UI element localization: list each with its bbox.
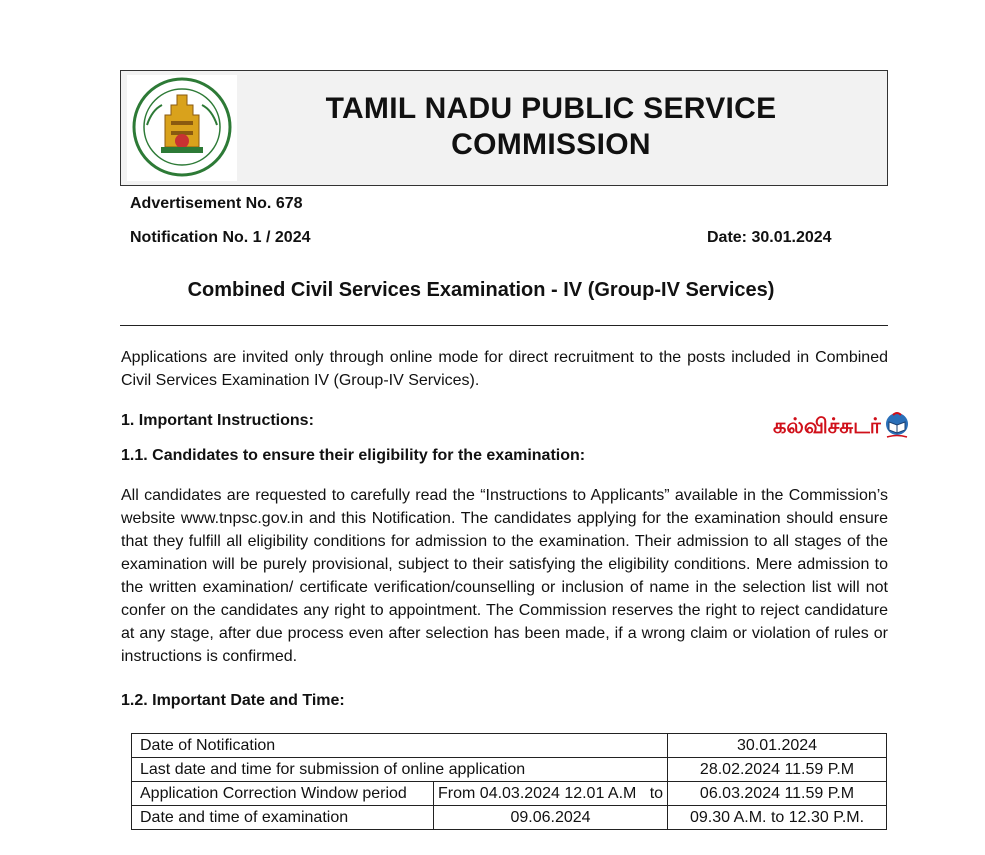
section-1-1-heading: 1.1. Candidates to ensure their eligibility for the examination: <box>121 447 586 464</box>
book-logo-icon <box>885 410 909 445</box>
notification-date: Date: 30.01.2024 <box>707 229 832 246</box>
divider <box>120 325 888 326</box>
header-box <box>120 70 888 186</box>
notification-number: Notification No. 1 / 2024 <box>130 229 311 246</box>
table-cell-value: 09.30 A.M. to 12.30 P.M. <box>668 806 887 830</box>
table-cell-label: Date of Notification <box>132 734 668 758</box>
table-cell-date: 09.06.2024 <box>434 806 668 830</box>
title-line-2: COMMISSION <box>451 128 651 161</box>
watermark-text: கல்விச்சுடர் <box>773 413 881 438</box>
watermark <box>773 409 985 445</box>
intro-paragraph: Applications are invited only through online mode for direct recruitment to the posts included in Combined Civil Services Examination IV (Group-IV Services). <box>121 349 888 389</box>
table-cell-value: 28.02.2024 11.59 P.M <box>668 758 887 782</box>
table-cell-label: Last date and time for submission of online application <box>132 758 668 782</box>
page-title <box>271 91 831 163</box>
important-dates-table <box>131 733 887 830</box>
table-row <box>132 782 887 806</box>
table-cell-label: Application Correction Window period <box>132 782 434 806</box>
exam-title: Combined Civil Services Examination - IV (Group-IV Services) <box>187 279 775 301</box>
table-row <box>132 758 887 782</box>
title-line-1: TAMIL NADU PUBLIC SERVICE <box>325 92 777 125</box>
section-1-2-heading: 1.2. Important Date and Time: <box>121 692 345 709</box>
to-word: to <box>649 784 664 802</box>
table-cell-value: 30.01.2024 <box>668 734 887 758</box>
table-cell-from <box>434 782 668 806</box>
eligibility-paragraph: All candidates are requested to carefully read the “Instructions to Applicants” available in the Commission’s website www.tnpsc.gov.in and this Notification. The candidates applying for the examination should ensure that they fulfill all eligibility conditions for admission to the examination. Their admission to all stages of the examination will be purely provisional, subject to their satisfying the eligibility conditions. Mere admission to the written examination/ certificate verification/counselling or inclusion of name in the selection list will not confer on the candidates any right to appointment. The Commission reserves the right to reject candidature at any stage, after due process even after selection has been made, if a wrong claim or violation of rules or instructions is confirmed. <box>121 487 888 665</box>
table-cell-value: 06.03.2024 11.59 P.M <box>668 782 887 806</box>
table-row <box>132 734 887 758</box>
tamil-nadu-emblem-icon <box>127 75 237 181</box>
table-row <box>132 806 887 830</box>
advertisement-number: Advertisement No. 678 <box>130 195 303 212</box>
correction-from: From 04.03.2024 12.01 A.M <box>438 784 637 802</box>
table-cell-label: Date and time of examination <box>132 806 434 830</box>
section-1-heading: 1. Important Instructions: <box>121 412 314 429</box>
